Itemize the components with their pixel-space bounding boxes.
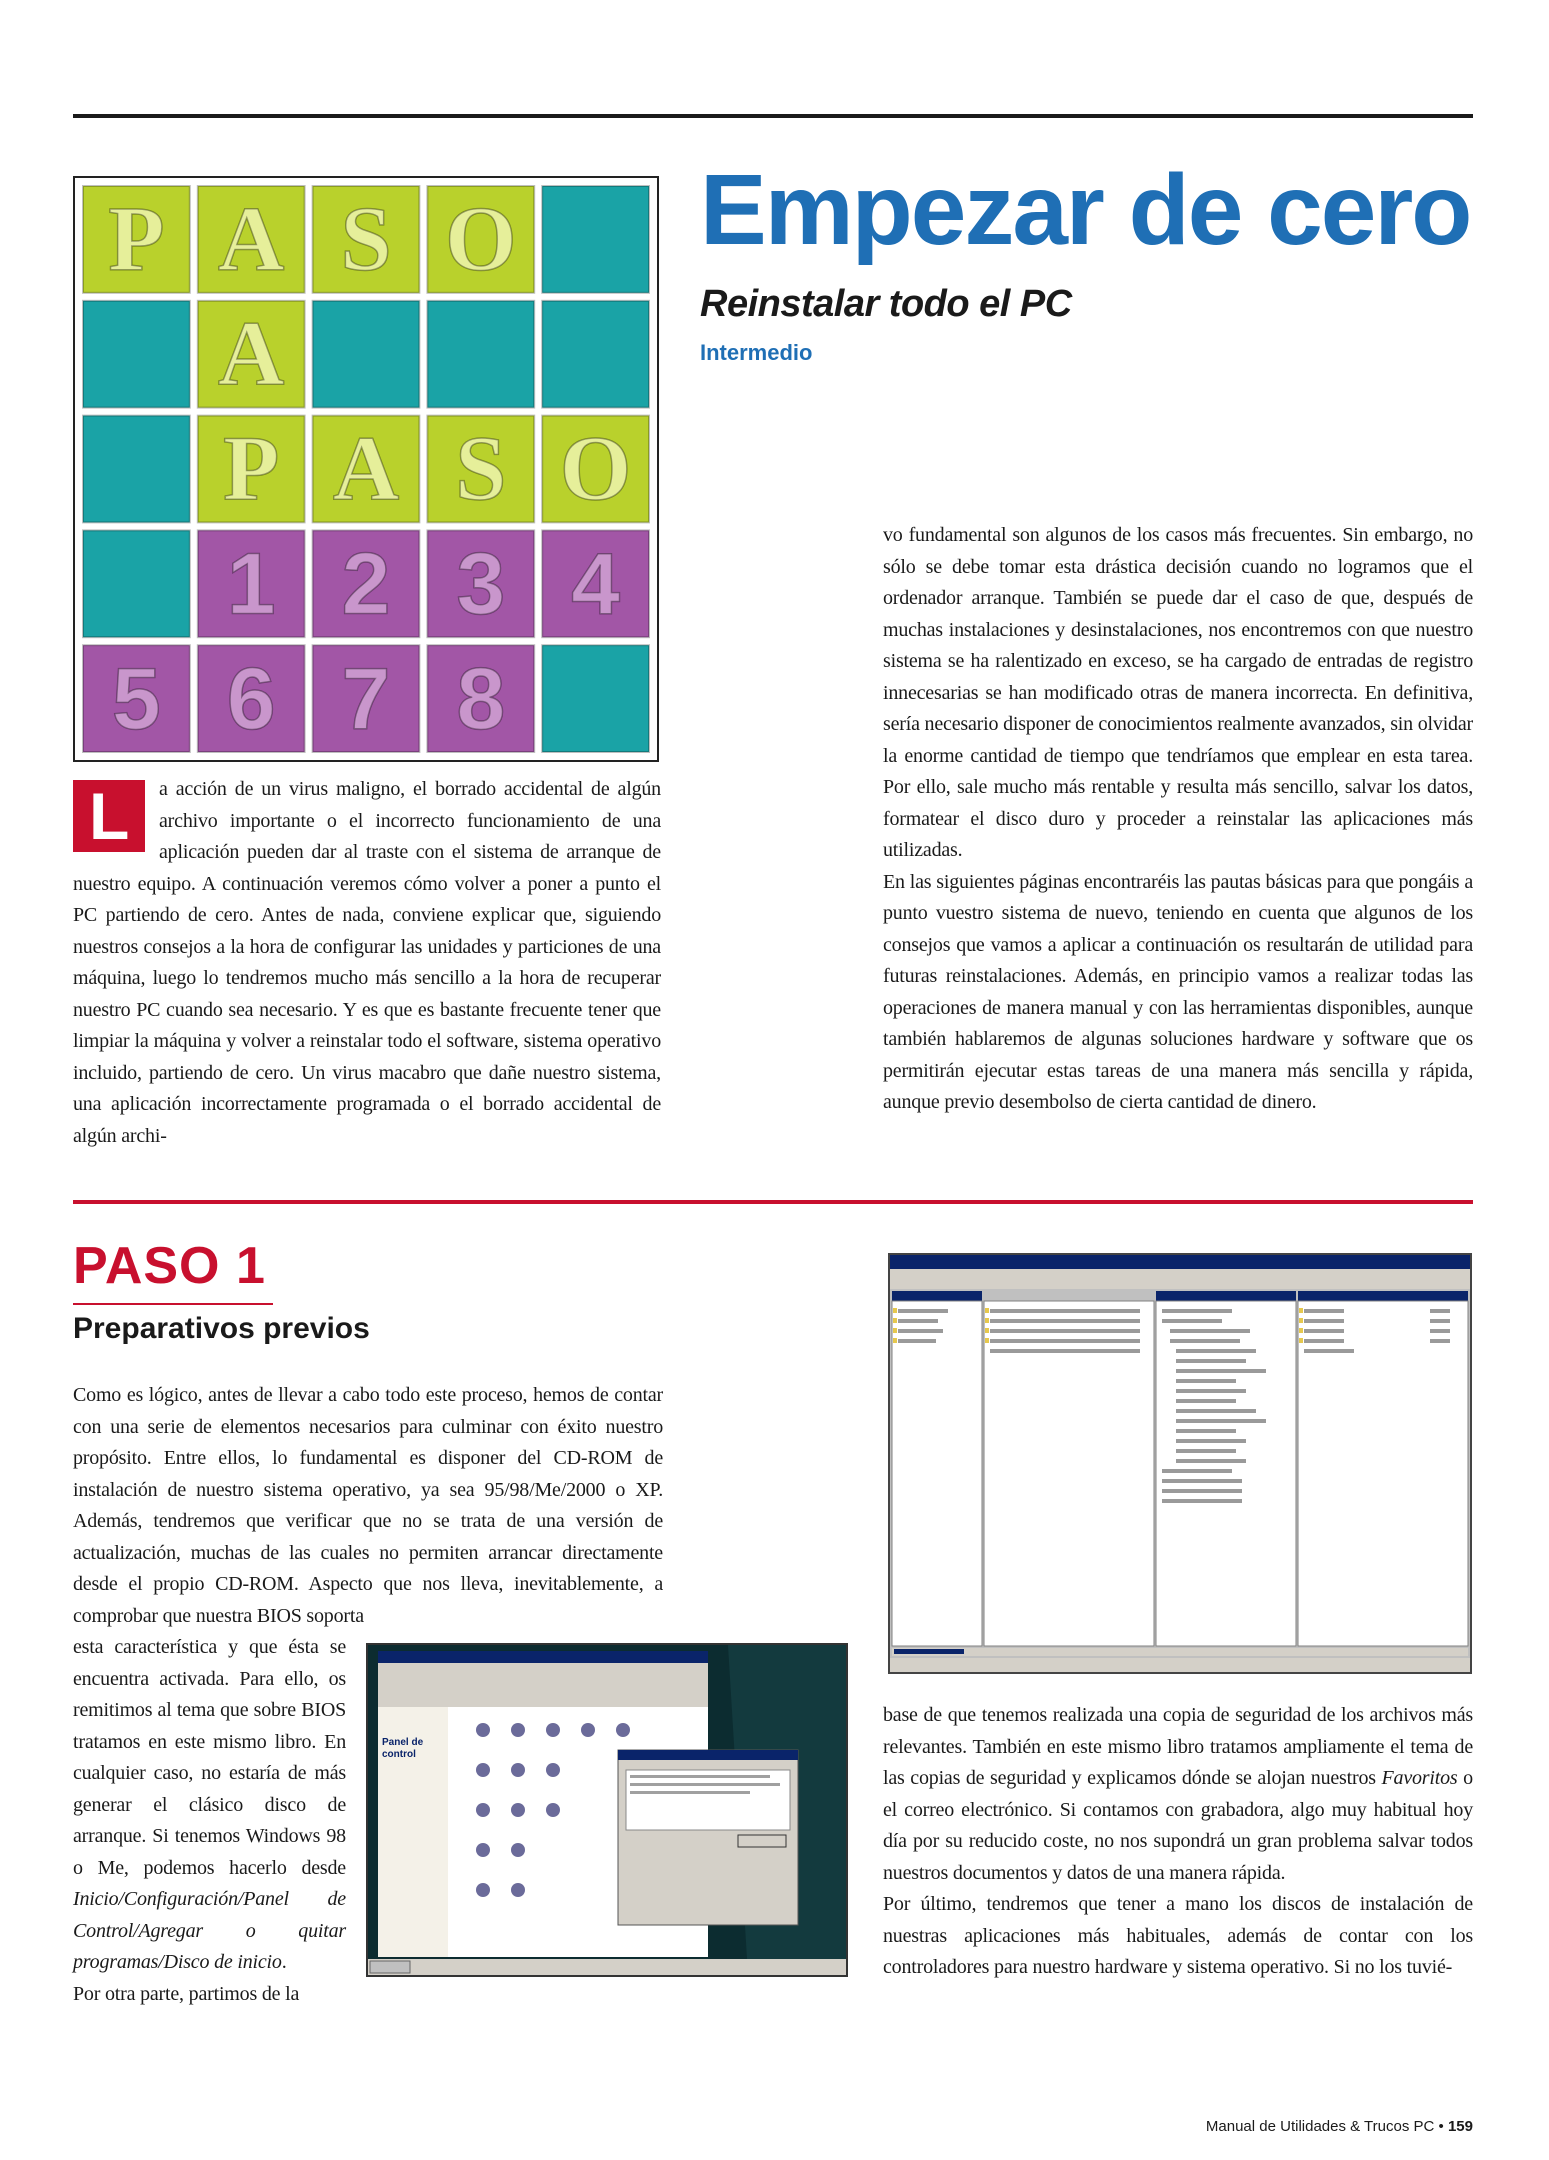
- logo-tile-blank: [542, 301, 649, 408]
- intro-left-column: [73, 774, 661, 1152]
- top-rule: [73, 114, 1473, 118]
- logo-letter-o: O: [445, 187, 517, 290]
- page-title: Empezar de cero: [700, 154, 1471, 266]
- logo-letter-7: 7: [341, 649, 391, 748]
- logo-letter-1: 1: [226, 534, 276, 633]
- logo-tile-blank: [542, 645, 649, 752]
- step1-text-a: esta característica y que ésta se encuentra activada. Para ello, os remitimos al tema que sobre BIOS tratamos en este mismo libro. En cualquier caso, no estaría de más generar el clásico disco de arranque. Si tenemos Windows 98 o Me, podemos hacerlo desde: [73, 1636, 346, 1879]
- svg-text:Panel de: Panel de: [382, 1737, 424, 1748]
- explorer-screenshot-image: [890, 1255, 1470, 1672]
- step1-right-text-b: o el correo electrónico. Si contamos con grabadora, algo muy habitual hoy día por su reducido coste, no nos supondrá un gran problema salvar todos nuestros documentos y datos de una manera rápida.: [883, 1767, 1473, 1884]
- step1-right-column: [883, 1700, 1473, 1984]
- logo-tile-blank: [542, 186, 649, 293]
- step1-right-paragraph-1: [883, 1700, 1473, 1889]
- step1-text-full: [73, 1380, 663, 1632]
- control-panel-screenshot: [366, 1643, 848, 1977]
- logo-tile-blank: [83, 530, 190, 637]
- logo-letter-a: A: [218, 302, 285, 405]
- logo-letter-p: P: [223, 416, 280, 519]
- logo-letter-3: 3: [456, 534, 506, 633]
- step1-paragraph-2: [73, 1632, 346, 1979]
- step1-text-b: .: [281, 1951, 287, 1973]
- footer-publication: Manual de Utilidades & Trucos PC: [1205, 2118, 1435, 2135]
- logo-tile-blank: [83, 301, 190, 408]
- step1-paragraph-3: Por otra parte, partimos de la: [73, 1982, 300, 2005]
- svg-text:control: control: [382, 1749, 416, 1760]
- footer-bullet: •: [1438, 2118, 1444, 2135]
- logo-letter-a: A: [218, 187, 285, 290]
- paso-a-paso-logo: [73, 176, 659, 762]
- logo-letter-4: 4: [571, 534, 620, 633]
- step-title-underline: [73, 1303, 273, 1305]
- menu-path: Inicio/Configuración/Panel de Control/Agregar o quitar programas/Disco de inicio: [73, 1888, 346, 1973]
- logo-letter-6: 6: [226, 649, 276, 748]
- drop-cap: L: [73, 780, 145, 852]
- logo-letter-a: A: [332, 416, 400, 519]
- step1-right-text-a: base de que tenemos realizada una copia de seguridad de los archivos más relevantes. También en este mismo libro tratamos ampliamente el tema de las copias de seguridad y explicamos dónde se alojan nuestros: [883, 1704, 1473, 1789]
- logo-letter-s: S: [455, 416, 507, 519]
- step1-right-paragraph-2: Por último, tendremos que tener a mano los discos de instalación de nuestras aplicaciones más habituales, además de contar con los controladores para nuestro hardware y sistema operativo. Si no los tuvié-: [883, 1893, 1473, 1978]
- control-panel-screenshot-image: [368, 1645, 846, 1975]
- page-subtitle: Reinstalar todo el PC: [700, 283, 1072, 325]
- logo-tile-blank: [313, 301, 420, 408]
- intro-right-paragraph-2: En las siguientes páginas encontraréis las pautas básicas para que pongáis a punto vuestro sistema de nuevo, teniendo en cuenta que algunos de los consejos que vamos a aplicar a continuación os resultarán de utilidad para futuras reinstalaciones. Además, en principio vamos a realizar todas las operaciones de manera manual y con las herramientas disponibles, aunque también hablaremos de algunas soluciones hardware y software que os permitirán ejecutar estas tareas de una manera más sencilla y rápida, aunque previo desembolso de cierta cantidad de dinero.: [883, 870, 1473, 1113]
- page-footer: [1100, 2118, 1473, 2135]
- logo-tile-blank: [427, 301, 534, 408]
- logo-letter-8: 8: [456, 649, 506, 748]
- section-divider: [73, 1200, 1473, 1204]
- logo-letter-2: 2: [341, 534, 391, 633]
- logo-tile-blank: [83, 416, 190, 523]
- logo-letter-p: P: [108, 187, 165, 290]
- logo-grid: [75, 178, 657, 760]
- logo-letter-o: O: [559, 416, 632, 519]
- step1-paragraph-1: Como es lógico, antes de llevar a cabo todo este proceso, hemos de contar con una serie de elementos necesarios para culminar con éxito nuestro propósito. Entre ellos, lo fundamental es disponer del CD-ROM de instalación de nuestro sistema operativo, ya sea 95/98/Me/2000 o XP. Además, tendremos que verificar que no se trata de una versión de actualización, muchas de las cuales no permiten arrancar directamente desde el propio CD-ROM. Aspecto que nos lleva, inevitablemente, a comprobar que nuestra BIOS soporta: [73, 1384, 663, 1627]
- logo-letter-5: 5: [112, 649, 161, 748]
- step-title: PASO 1: [73, 1237, 266, 1295]
- explorer-screenshot: [888, 1253, 1472, 1674]
- intro-right-paragraph-1: vo fundamental son algunos de los casos más frecuentes. Sin embargo, no sólo se debe tomar esta drástica decisión cuando no logramos que el ordenador arranque. También se puede dar el caso de que, después de muchas instalaciones y desinstalaciones, nos encontremos con que nuestro sistema se ha ralentizado en exceso, se ha cargado de entradas de registro innecesarias se han modificado otras de manera incorrecta. En definitiva, sería necesario disponer de conocimientos realmente avanzados, sin olvidar la enorme cantidad de tiempo que tendríamos que emplear en esta tarea. Por ello, sale mucho más rentable y resulta más sencillo, salvar los datos, formatear el disco duro y proceder a reinstalar las aplicaciones más utilizadas.: [883, 524, 1473, 861]
- step-subtitle: Preparativos previos: [73, 1312, 370, 1345]
- logo-letter-s: S: [340, 187, 392, 290]
- difficulty-level: Intermedio: [700, 340, 813, 365]
- page-number: 159: [1447, 2118, 1473, 2135]
- favoritos-term: Favoritos: [1381, 1767, 1458, 1789]
- step1-text-narrow: [73, 1632, 346, 2010]
- intro-left-text: a acción de un virus maligno, el borrado accidental de algún archivo importante o el incorrecto funcionamiento de una aplicación pueden dar al traste con el sistema de arranque de nuestro equipo. A continuación veremos cómo volver a poner a punto el PC partiendo de cero. Antes de nada, conviene explicar que, siguiendo nuestros consejos a la hora de configurar las unidades y particiones de una máquina, luego lo tendremos mucho más sencillo a la hora de recuperar nuestro PC cuando sea necesario. Y es que es bastante frecuente tener que limpiar la máquina y volver a reinstalar todo el software, sistema operativo incluido, partiendo de cero. Un virus macabro que dañe nuestro sistema, una aplicación incorrectamente programada o el borrado accidental de algún archi-: [73, 778, 661, 1147]
- intro-right-column: [883, 520, 1473, 1119]
